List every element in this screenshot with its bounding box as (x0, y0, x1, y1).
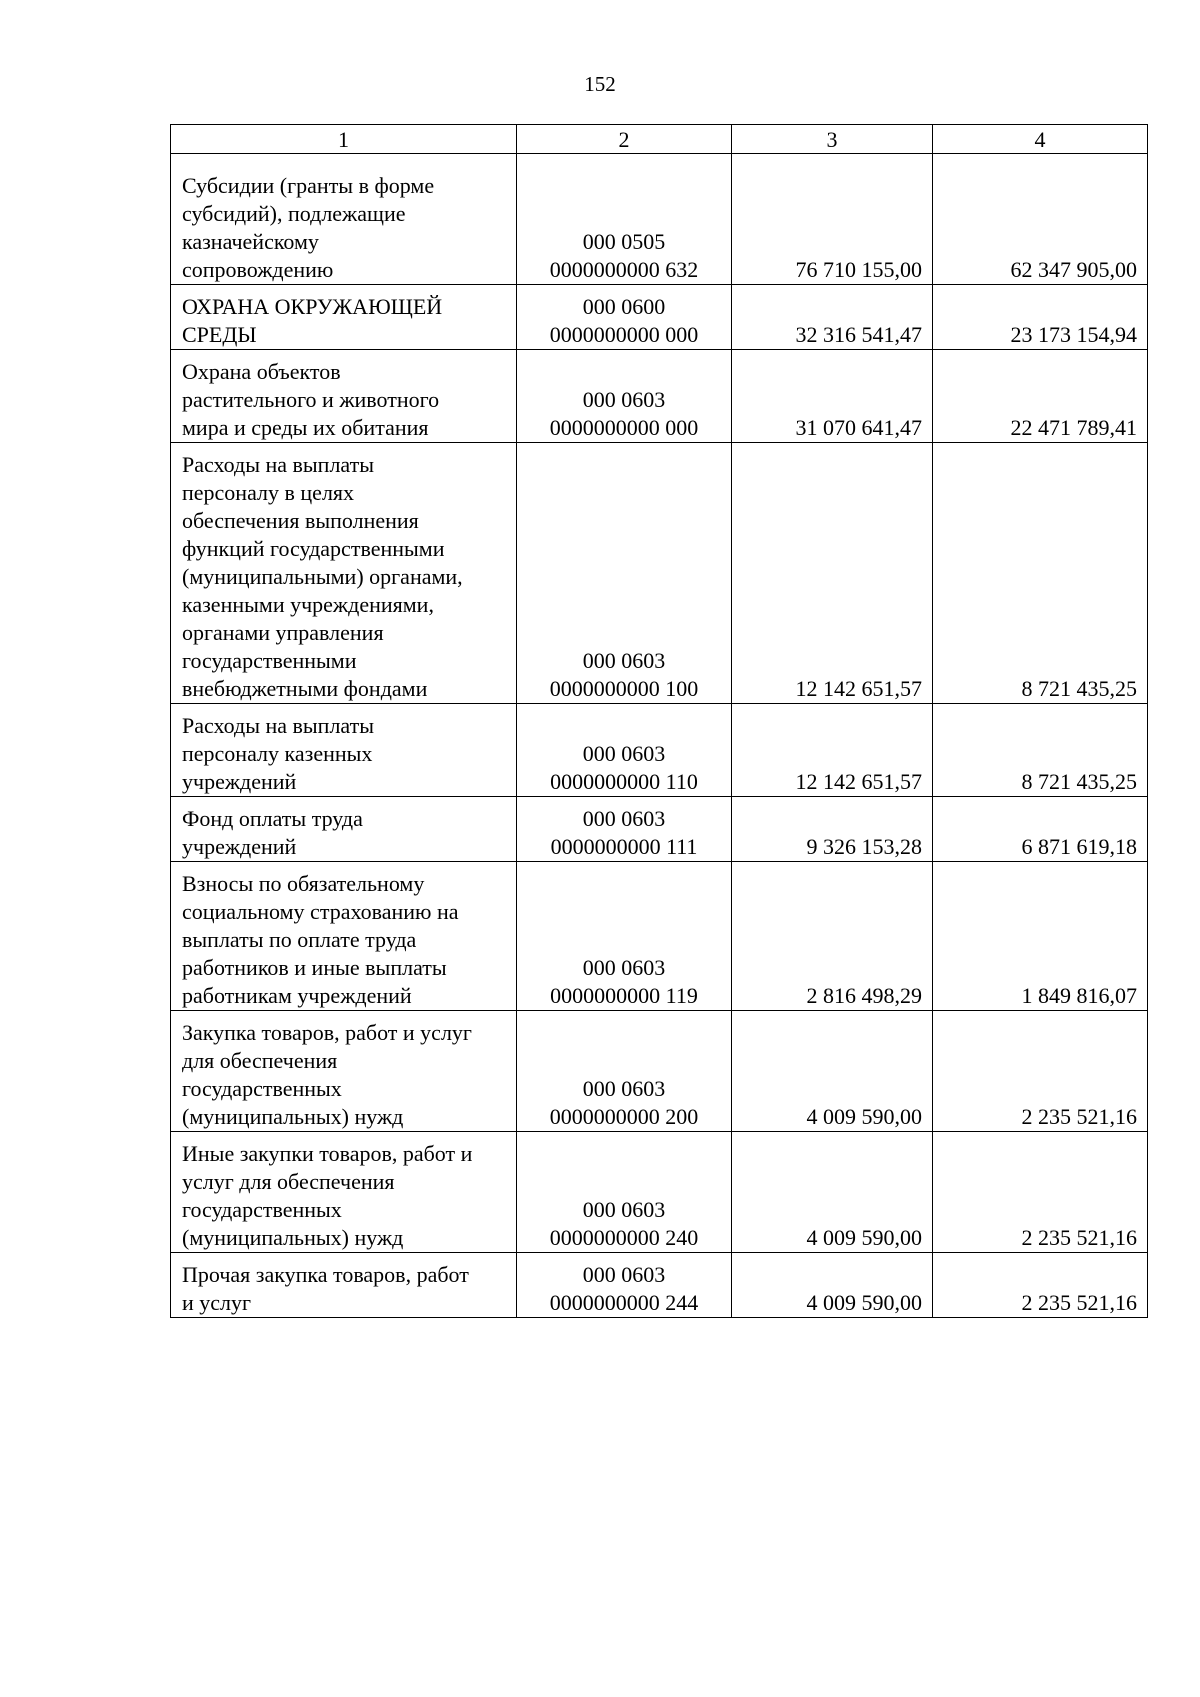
row-name-line: Субсидии (гранты в форме (182, 173, 435, 198)
row-name-cell (171, 797, 517, 862)
row-amount-col4: 8 721 435,25 (933, 704, 1148, 797)
row-spacer (182, 862, 508, 870)
row-name-line: учреждений (182, 834, 297, 859)
row-spacer (182, 1011, 508, 1019)
row-name-line: (муниципальными) органами, (182, 564, 463, 589)
row-code-line: 000 0603 (582, 1262, 666, 1287)
row-code-line: 000 0603 (582, 1197, 666, 1222)
row-code-line: 0000000000 244 (549, 1290, 699, 1315)
row-name-line: Фонд оплаты труда (182, 806, 363, 831)
row-name-line: ОХРАНА ОКРУЖАЮЩЕЙ (182, 294, 443, 319)
row-name-line: и услуг (182, 1290, 252, 1315)
row-amount-col4: 2 235 521,16 (933, 1011, 1148, 1132)
table-row (171, 1011, 1148, 1132)
row-amount-col3: 32 316 541,47 (732, 285, 933, 350)
row-amount-col4: 1 849 816,07 (933, 862, 1148, 1011)
table-row (171, 443, 1148, 704)
row-name-line: Закупка товаров, работ и услуг (182, 1020, 472, 1045)
table-row (171, 1132, 1148, 1253)
row-amount-col4: 6 871 619,18 (933, 797, 1148, 862)
header-row (171, 125, 1148, 154)
row-code-line: 000 0603 (582, 806, 666, 831)
row-name-cell (171, 443, 517, 704)
row-code-cell (517, 154, 732, 285)
row-amount-col3: 12 142 651,57 (732, 443, 933, 704)
row-amount-col3: 4 009 590,00 (732, 1253, 933, 1318)
row-code-cell (517, 1132, 732, 1253)
header-col-4: 4 (933, 125, 1148, 154)
row-code-cell (517, 704, 732, 797)
row-name-line: услуг для обеспечения (182, 1169, 395, 1194)
row-code-line: 0000000000 240 (549, 1225, 699, 1250)
row-name-line: обеспечения выполнения (182, 508, 419, 533)
row-amount-col4: 62 347 905,00 (933, 154, 1148, 285)
row-name-cell (171, 350, 517, 443)
row-code-line: 000 0603 (582, 741, 666, 766)
row-spacer (182, 704, 508, 712)
row-code-line: 000 0603 (582, 1076, 666, 1101)
row-name-line: растительного и животного (182, 387, 440, 412)
row-spacer (182, 285, 508, 293)
header-col-2: 2 (517, 125, 732, 154)
row-name-cell (171, 1132, 517, 1253)
row-code-line: 0000000000 111 (550, 834, 698, 859)
row-code-line: 0000000000 000 (549, 322, 699, 347)
row-code-line: 0000000000 119 (550, 983, 698, 1008)
table-body (171, 154, 1148, 1318)
row-code-line: 0000000000 100 (549, 676, 699, 701)
row-name-line: учреждений (182, 769, 297, 794)
row-spacer (182, 350, 508, 358)
row-name-cell (171, 285, 517, 350)
row-name-line: для обеспечения (182, 1048, 338, 1073)
row-code-line: 000 0603 (582, 387, 666, 412)
table-row (171, 797, 1148, 862)
table-header (171, 125, 1148, 154)
row-name-line: социальному страхованию на (182, 899, 459, 924)
header-col-1: 1 (171, 125, 517, 154)
row-code-line: 0000000000 632 (549, 257, 699, 282)
row-name-line: работникам учреждений (182, 983, 412, 1008)
row-code-line: 0000000000 200 (549, 1104, 699, 1129)
row-amount-col4: 2 235 521,16 (933, 1132, 1148, 1253)
row-name-line: (муниципальных) нужд (182, 1225, 404, 1250)
budget-table (170, 124, 1148, 1318)
row-spacer (182, 443, 508, 451)
row-code-cell (517, 1253, 732, 1318)
row-name-line: государственными (182, 648, 357, 673)
row-amount-col4: 22 471 789,41 (933, 350, 1148, 443)
row-name-cell (171, 862, 517, 1011)
row-name-cell (171, 704, 517, 797)
row-name-line: государственных (182, 1076, 342, 1101)
row-name-line: казначейскому (182, 229, 319, 254)
row-amount-col3: 4 009 590,00 (732, 1011, 933, 1132)
row-name-line: государственных (182, 1197, 342, 1222)
row-amount-col3: 31 070 641,47 (732, 350, 933, 443)
table-row (171, 350, 1148, 443)
row-name-line: Расходы на выплаты (182, 713, 375, 738)
row-amount-col3: 9 326 153,28 (732, 797, 933, 862)
row-name-line: выплаты по оплате труда (182, 927, 417, 952)
row-name-cell (171, 154, 517, 285)
row-code-line: 000 0600 (582, 294, 666, 319)
row-name-line: (муниципальных) нужд (182, 1104, 404, 1129)
row-amount-col3: 4 009 590,00 (732, 1132, 933, 1253)
row-name-line: функций государственными (182, 536, 445, 561)
header-col-3: 3 (732, 125, 933, 154)
table-row (171, 862, 1148, 1011)
row-name-line: внебюджетными фондами (182, 676, 428, 701)
row-code-cell (517, 285, 732, 350)
row-code-line: 0000000000 000 (549, 415, 699, 440)
row-code-cell (517, 443, 732, 704)
row-name-cell (171, 1253, 517, 1318)
row-amount-col3: 76 710 155,00 (732, 154, 933, 285)
row-spacer (182, 1253, 508, 1261)
row-name-line: персоналу в целях (182, 480, 355, 505)
row-name-line: сопровождению (182, 257, 334, 282)
row-name-line: Иные закупки товаров, работ и (182, 1141, 473, 1166)
row-name-line: субсидий), подлежащие (182, 201, 406, 226)
row-code-cell (517, 1011, 732, 1132)
row-amount-col4: 8 721 435,25 (933, 443, 1148, 704)
row-name-line: работников и иные выплаты (182, 955, 447, 980)
row-spacer (182, 797, 508, 805)
row-name-line: Прочая закупка товаров, работ (182, 1262, 469, 1287)
row-code-cell (517, 797, 732, 862)
row-name-line: СРЕДЫ (182, 322, 257, 347)
row-name-line: мира и среды их обитания (182, 415, 429, 440)
row-name-line: органами управления (182, 620, 384, 645)
row-spacer (182, 1132, 508, 1140)
row-name-line: персоналу казенных (182, 741, 373, 766)
row-name-cell (171, 1011, 517, 1132)
table-row (171, 704, 1148, 797)
table-row (171, 1253, 1148, 1318)
row-amount-col4: 23 173 154,94 (933, 285, 1148, 350)
page-number: 152 (584, 72, 616, 96)
row-name-line: Взносы по обязательному (182, 871, 425, 896)
table-row (171, 285, 1148, 350)
row-code-line: 000 0603 (582, 648, 666, 673)
row-code-line: 000 0505 (582, 229, 666, 254)
row-amount-col3: 2 816 498,29 (732, 862, 933, 1011)
table-row (171, 154, 1148, 285)
row-amount-col4: 2 235 521,16 (933, 1253, 1148, 1318)
row-spacer (182, 154, 508, 172)
row-code-line: 000 0603 (582, 955, 666, 980)
row-code-line: 0000000000 110 (550, 769, 698, 794)
row-name-line: Расходы на выплаты (182, 452, 375, 477)
row-name-line: казенными учреждениями, (182, 592, 434, 617)
row-name-line: Охрана объектов (182, 359, 341, 384)
row-amount-col3: 12 142 651,57 (732, 704, 933, 797)
row-code-cell (517, 350, 732, 443)
row-code-cell (517, 862, 732, 1011)
